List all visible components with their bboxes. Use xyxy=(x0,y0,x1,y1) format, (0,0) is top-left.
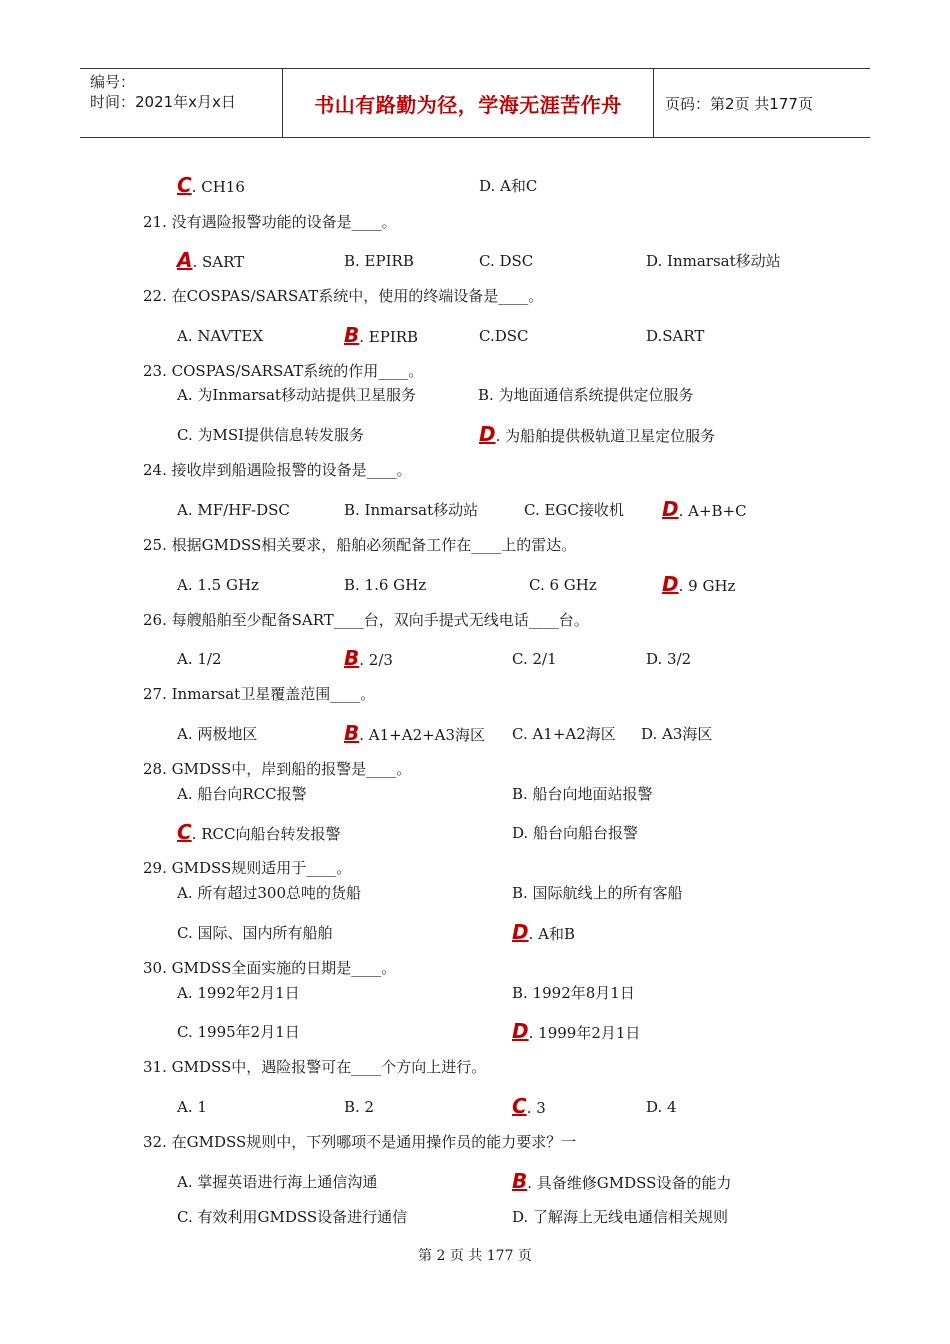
option-a: A. 1/2 xyxy=(177,650,222,668)
option-b: B. EPIRB xyxy=(344,323,419,347)
option-c: C. 国际、国内所有船舶 xyxy=(177,924,333,942)
option-b: B. 2/3 xyxy=(344,646,393,670)
option-b: B. A1+A2+A3海区 xyxy=(344,721,486,745)
question-stem: 32. 在GMDSS规则中，下列哪项不是通用操作员的能力要求？一 xyxy=(143,1133,577,1151)
option-b: B. EPIRB xyxy=(344,252,414,270)
answer-mark: B xyxy=(344,721,360,745)
page-label: 页码：第2页 共177页 xyxy=(665,94,813,113)
option-a: A. 船台向RCC报警 xyxy=(177,785,307,803)
question-stem: 30. GMDSS全面实施的日期是____。 xyxy=(143,959,397,977)
date-label: 时间：2021年x月x日 xyxy=(90,93,236,111)
option-a: A. MF/HF-DSC xyxy=(177,501,290,519)
option-b: B. 船台向地面站报警 xyxy=(512,785,653,803)
option-d: D. A和B xyxy=(512,920,576,944)
option-d: D. 1999年2月1日 xyxy=(512,1019,641,1043)
option-c: C. 6 GHz xyxy=(529,576,597,594)
page-footer: 第 2 页 共 177 页 xyxy=(418,1248,532,1264)
option-c: C. CH16 xyxy=(177,173,245,197)
answer-mark: B xyxy=(512,1169,528,1193)
answer-mark: C xyxy=(177,173,192,197)
option-d: D. 4 xyxy=(646,1098,677,1116)
option-b: B. 具备维修GMDSS设备的能力 xyxy=(512,1169,732,1193)
answer-mark: D xyxy=(479,422,496,446)
option-d: D. 了解海上无线电通信相关规则 xyxy=(512,1208,729,1226)
option-a: A. 为Inmarsat移动站提供卫星服务 xyxy=(177,386,416,404)
answer-mark: C xyxy=(512,1094,527,1118)
answer-mark: A xyxy=(177,248,193,272)
number-label: 编号： xyxy=(90,73,136,91)
option-c: C. DSC xyxy=(479,252,534,270)
question-stem: 26. 每艘船舶至少配备SART____台，双向手提式无线电话____台。 xyxy=(143,611,589,629)
option-a: A. 1.5 GHz xyxy=(177,576,259,594)
option-b: B. 国际航线上的所有客船 xyxy=(512,884,683,902)
option-c: C. A1+A2海区 xyxy=(512,725,616,743)
question-stem: 29. GMDSS规则适用于____。 xyxy=(143,859,352,877)
option-c: C. 为MSI提供信息转发服务 xyxy=(177,426,365,444)
option-a: A. NAVTEX xyxy=(177,327,264,345)
question-stem: 31. GMDSS中，遇险报警可在____个方向上进行。 xyxy=(143,1058,487,1076)
question-stem: 27. Inmarsat卫星覆盖范围____。 xyxy=(143,685,376,703)
option-c: C. 2/1 xyxy=(512,650,557,668)
question-stem: 21. 没有遇险报警功能的设备是____。 xyxy=(143,213,397,231)
option-d: D. A3海区 xyxy=(641,725,713,743)
option-d: D. A和C xyxy=(479,177,538,195)
answer-mark: D xyxy=(512,1019,529,1043)
option-d: D. 为船舶提供极轨道卫星定位服务 xyxy=(479,422,716,446)
option-c: C. RCC向船台转发报警 xyxy=(177,820,341,844)
motto-text: 书山有路勤为径，学海无涯苦作舟 xyxy=(314,92,622,117)
option-c: C. 1995年2月1日 xyxy=(177,1023,300,1041)
option-a: A. SART xyxy=(177,248,245,272)
option-d: D. Inmarsat移动站 xyxy=(646,252,781,270)
answer-mark: C xyxy=(177,820,192,844)
answer-mark: D xyxy=(662,572,679,596)
question-stem: 22. 在COSPAS/SARSAT系统中，使用的终端设备是____。 xyxy=(143,287,544,305)
option-a: A. 1992年2月1日 xyxy=(177,984,300,1002)
option-c: C.DSC xyxy=(479,327,529,345)
answer-mark: D xyxy=(512,920,529,944)
option-a: A. 两极地区 xyxy=(177,725,258,743)
answer-mark: B xyxy=(344,323,360,347)
option-b: B. 2 xyxy=(344,1098,375,1116)
answer-mark: D xyxy=(662,497,679,521)
option-c: C. 3 xyxy=(512,1094,546,1118)
option-b: B. 为地面通信系统提供定位服务 xyxy=(478,386,694,404)
question-stem: 23. COSPAS/SARSAT系统的作用____。 xyxy=(143,362,424,380)
option-a: A. 1 xyxy=(177,1098,207,1116)
option-d: D. 船台向船台报警 xyxy=(512,824,639,842)
option-b: B. 1.6 GHz xyxy=(344,576,427,594)
option-d: D. 3/2 xyxy=(646,650,692,668)
option-b: B. Inmarsat移动站 xyxy=(344,501,479,519)
option-c: C. 有效利用GMDSS设备进行通信 xyxy=(177,1208,408,1226)
option-d: D. 9 GHz xyxy=(662,572,736,596)
option-b: B. 1992年8月1日 xyxy=(512,984,635,1002)
answer-mark: B xyxy=(344,646,360,670)
option-c: C. EGC接收机 xyxy=(524,501,624,519)
option-a: A. 所有超过300总吨的货船 xyxy=(177,884,361,902)
option-d: D.SART xyxy=(646,327,705,345)
question-stem: 28. GMDSS中，岸到船的报警是____。 xyxy=(143,760,412,778)
option-d: D. A+B+C xyxy=(662,497,747,521)
question-stem: 24. 接收岸到船遇险报警的设备是____。 xyxy=(143,461,412,479)
option-a: A. 掌握英语进行海上通信沟通 xyxy=(177,1173,378,1191)
question-stem: 25. 根据GMDSS相关要求，船舶必须配备工作在____上的雷达。 xyxy=(143,536,577,554)
